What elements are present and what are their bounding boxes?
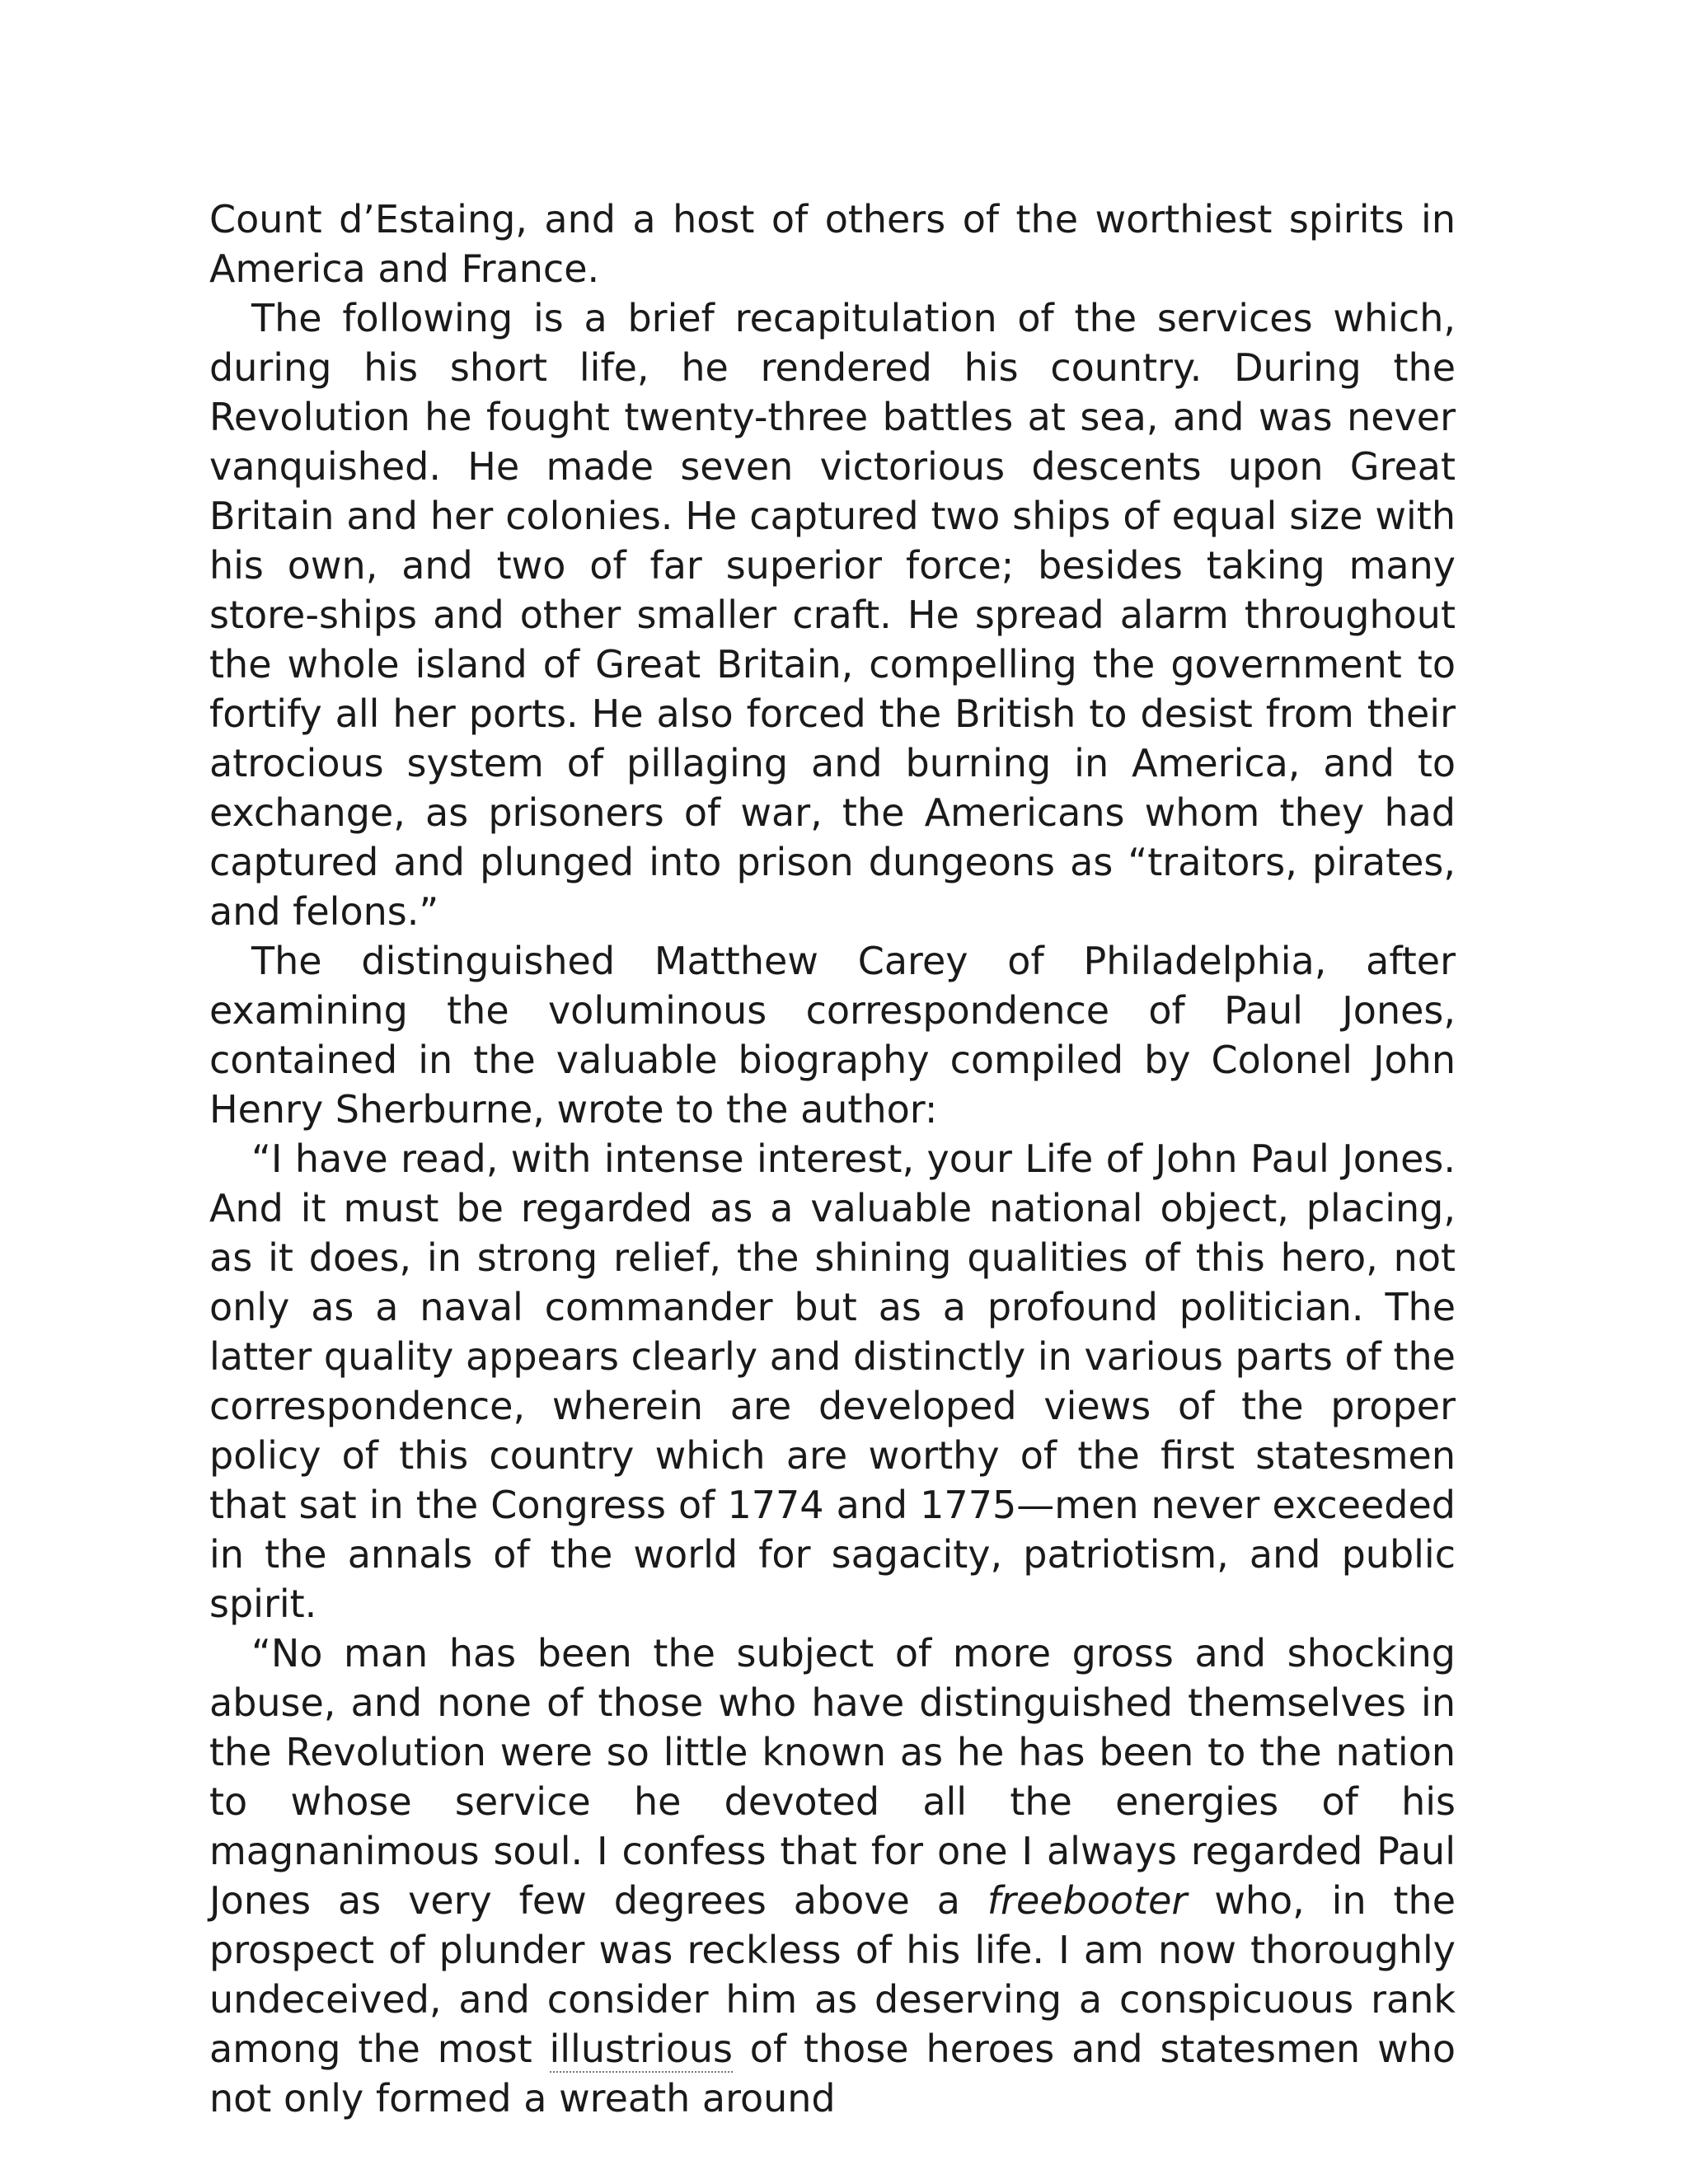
paragraph-5-text-c: of those heroes and statesmen who not only formed a wreath around — [209, 2027, 1456, 2121]
paragraph-1 — [209, 194, 1456, 293]
illustrious-annotated-word[interactable]: illustrious — [549, 2027, 733, 2071]
paragraph-5 — [209, 1629, 1456, 2123]
paragraph-4 — [209, 1134, 1456, 1629]
paragraph-2-text: The following is a brief recapitulation of the services which, during his short life, he rendered his country. During the Revolution he fought twenty-three battles at sea, and was never vanquished. He made seven victorious descents upon Great Britain and her colonies. He captured two ships of equal size with his own, and two of far superior force; besides taking many store-ships and other smaller craft. He spread alarm throughout the whole island of Great Britain, compelling the government to fortify all her ports. He also forced the British to desist from their atrocious system of pillaging and burning in America, and to exchange, as prisoners of war, the Americans whom they had captured and plunged into prison dungeons as “traitors, pirates, and felons.” — [209, 296, 1456, 934]
paragraph-5-text-a: “No man has been the subject of more gross and shocking abuse, and none of those who have distinguished themselves in the Revolution were so little known as he has been to the nation to whose service he devoted all the energies of his magnanimous soul. I confess that for one I always regarded Paul Jones as very few degrees above a — [209, 1631, 1456, 1923]
paragraph-3-text: The distinguished Matthew Carey of Philadelphia, after examining the voluminous correspondence of Paul Jones, contained in the valuable biography compiled by Colonel John Henry Sherburne, wrote to the author: — [209, 939, 1456, 1132]
paragraph-2 — [209, 293, 1456, 936]
paragraph-5-text-b: who, in the prospect of plunder was reckless of his life. I am now thoroughly undeceived, and consider him as deserving a conspicuous rank among the most — [209, 1878, 1456, 2071]
freebooter-emphasis: freebooter — [987, 1878, 1188, 1923]
body-text — [209, 194, 1456, 2123]
paragraph-1-text: Count d’Estaing, and a host of others of the worthiest spirits in America and France. — [209, 197, 1456, 291]
paragraph-3 — [209, 936, 1456, 1134]
paragraph-4-text: “I have read, with intense interest, your Life of John Paul Jones. And it must be regarded as a valuable national object, placing, as it does, in strong relief, the shining qualities of this hero, not only as a naval commander but as a profound politician. The latter quality appears clearly and distinctly in various parts of the correspondence, wherein are developed views of the proper policy of this country which are worthy of the first statesmen that sat in the Congress of 1774 and 1775—men never exceeded in the annals of the world for sagacity, patriotism, and public spirit. — [209, 1137, 1456, 1626]
